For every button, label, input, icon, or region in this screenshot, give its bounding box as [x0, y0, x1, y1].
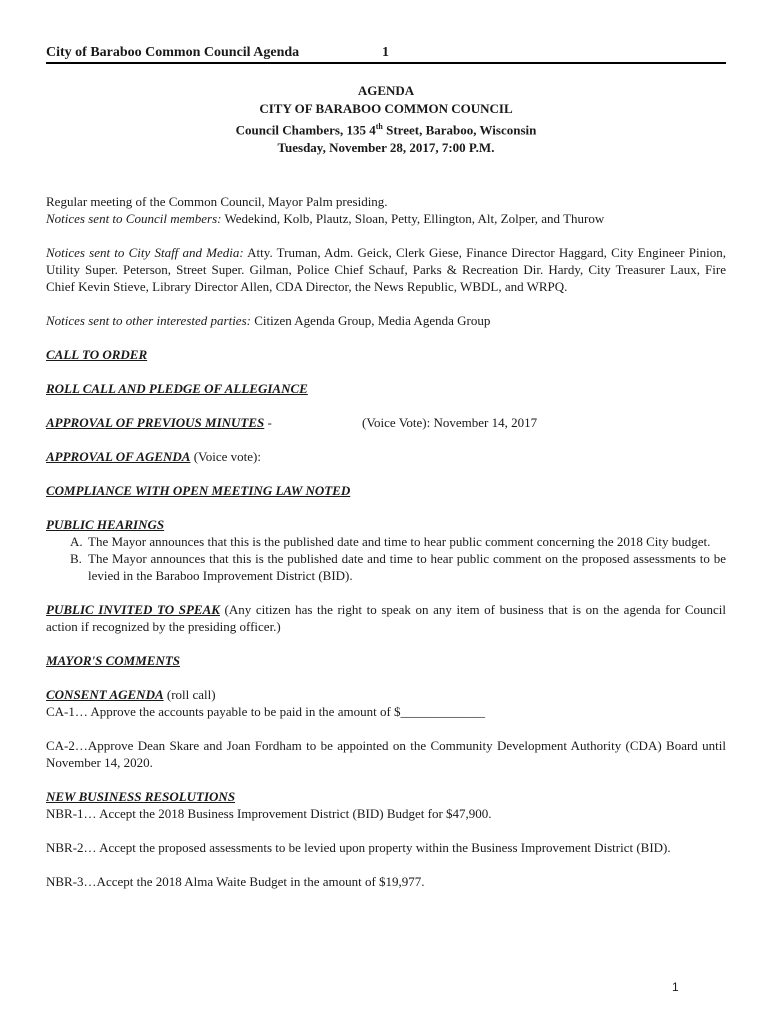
agenda-page — [46, 44, 726, 890]
regular-meeting-text: Regular meeting of the Common Council, Mayor Palm presiding. — [46, 194, 388, 210]
council-notices-text: Wedekind, Kolb, Plautz, Sloan, Petty, Ellington, Alt, Zolper, and Thurow — [221, 211, 605, 227]
section-call-to-order: CALL TO ORDER — [46, 347, 148, 363]
resolution-nbr3: NBR-3…Accept the 2018 Alma Waite Budget in the amount of $19,977. — [46, 874, 425, 890]
approval-minutes-dash: - — [264, 415, 272, 431]
public-invited-text: (Any citizen has the right to speak on any item of business that is on the agenda for Council action if recognized by the presiding officer.) — [46, 602, 726, 635]
parties-notices-label: Notices sent to other interested parties: — [46, 313, 251, 329]
public-invited-line — [46, 601, 726, 635]
staff-notices-label: Notices sent to City Staff and Media: — [46, 245, 244, 261]
staff-notices-text: Atty. Truman, Adm. Geick, Clerk Giese, Finance Director Haggard, City Engineer Pinion, Utility Super. Peterson, Street Super. Gilman, Police Chief Schauf, Parks & Recreation Dir. Hardy, City Treasurer Laux, Fire Chief Kevin Stieve, Library Director Allen, CDA Director, the News Republic, WBDL, and WRPQ. — [46, 245, 726, 295]
title-date: Tuesday, November 28, 2017, 7:00 P.M. — [277, 140, 495, 156]
hearing-item — [70, 533, 726, 550]
title-agenda: AGENDA — [357, 83, 415, 98]
hearing-text: The Mayor announces that this is the published date and time to hear public comment concerning the 2018 City budget. — [88, 534, 711, 550]
approval-agenda-line — [46, 448, 726, 465]
approval-minutes-vote: (Voice Vote): November 14, 2017 — [362, 415, 538, 431]
council-notices-label: Notices sent to Council members: — [46, 211, 222, 227]
approval-minutes-line — [46, 414, 726, 431]
consent-agenda-note: (roll call) — [163, 687, 216, 703]
parties-notices — [46, 312, 726, 329]
consent-item-ca2: CA-2…Approve Dean Skare and Joan Fordham to be appointed on the Community Development Authority (CDA) Board until November 14, 2020. — [46, 738, 726, 771]
resolution-nbr2: NBR-2… Accept the proposed assessments to be levied upon property within the Business Improvement District (BID). — [46, 840, 671, 856]
location-sup: th — [375, 122, 383, 131]
section-consent-agenda: CONSENT AGENDA — [46, 687, 164, 703]
location-text: Council Chambers, 135 4 — [235, 122, 376, 138]
section-approval-minutes: APPROVAL OF PREVIOUS MINUTES — [46, 415, 265, 431]
header-page-number: 1 — [382, 45, 389, 60]
section-roll-call: ROLL CALL AND PLEDGE OF ALLEGIANCE — [46, 381, 308, 397]
section-new-business: NEW BUSINESS RESOLUTIONS — [46, 789, 236, 805]
council-notices — [46, 210, 726, 227]
staff-notices — [46, 244, 726, 295]
location-text-rest: Street, Baraboo, Wisconsin — [382, 122, 537, 138]
header-title: City of Baraboo Common Council Agenda — [46, 45, 300, 60]
title-council: CITY OF BARABOO COMMON COUNCIL — [259, 101, 513, 116]
approval-agenda-vote: (Voice vote): — [190, 449, 261, 465]
title-block — [46, 82, 726, 157]
title-location — [46, 118, 726, 139]
consent-item-ca1: CA-1… Approve the accounts payable to be paid in the amount of $_____________ — [46, 704, 486, 720]
section-compliance: COMPLIANCE WITH OPEN MEETING LAW NOTED — [46, 483, 351, 499]
hearing-marker: A. — [70, 534, 83, 550]
running-header — [46, 44, 726, 64]
section-public-invited: PUBLIC INVITED TO SPEAK — [46, 602, 220, 618]
footer-page-number: 1 — [672, 980, 679, 994]
resolution-nbr1: NBR-1… Accept the 2018 Business Improvement District (BID) Budget for $47,900. — [46, 806, 492, 822]
hearing-text: The Mayor announces that this is the published date and time to hear public comment on the proposed assessments to be levied in the Baraboo Improvement District (BID). — [88, 551, 726, 584]
consent-agenda-line — [46, 686, 726, 703]
section-public-hearings: PUBLIC HEARINGS — [46, 517, 165, 533]
section-mayors-comments: MAYOR'S COMMENTS — [46, 653, 181, 669]
parties-notices-text: Citizen Agenda Group, Media Agenda Group — [250, 313, 491, 329]
hearing-item — [70, 550, 726, 584]
hearings-list — [46, 533, 726, 584]
section-approval-agenda: APPROVAL OF AGENDA — [46, 449, 191, 465]
hearing-marker: B. — [70, 551, 82, 567]
